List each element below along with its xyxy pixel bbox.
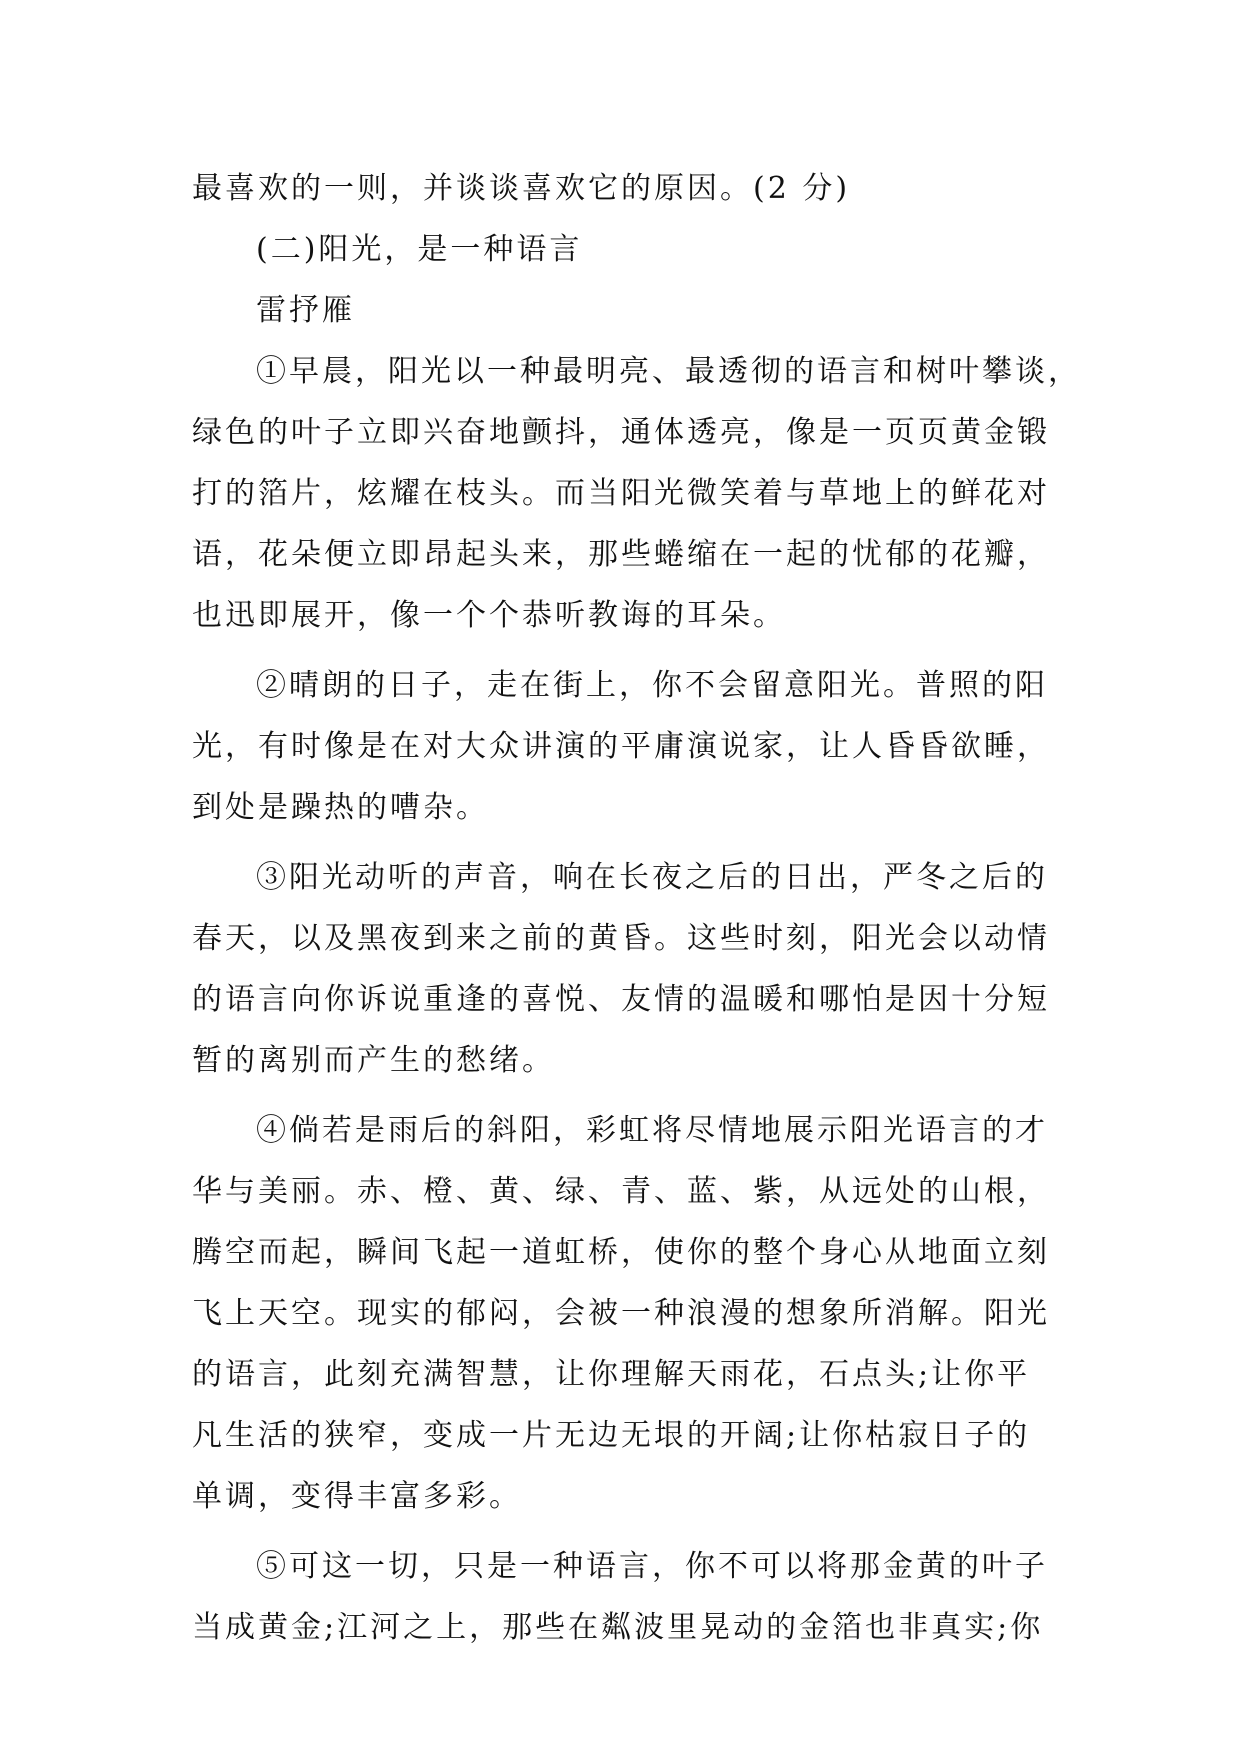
author-name: 雷抒雁 (256, 293, 355, 328)
paragraph-1-line: 打的箔片，炫耀在枝头。而当阳光微笑着与草地上的鲜花对 (192, 476, 1050, 511)
paragraph-3-line: 的语言向你诉说重逢的喜悦、友情的温暖和哪怕是因十分短 (192, 982, 1050, 1017)
section-title: (二)阳光，是一种语言 (256, 232, 583, 267)
paragraph-5-line: 当成黄金;江河之上，那些在粼波里晃动的金箔也非真实;你 (192, 1610, 1044, 1645)
paragraph-3-line: ③阳光动听的声音，响在长夜之后的日出，严冬之后的 (256, 860, 1048, 895)
paragraph-4-line: 的语言，此刻充满智慧，让你理解天雨花，石点头;让你平 (192, 1357, 1031, 1392)
paragraph-gap (192, 1091, 1060, 1100)
paragraph-1-line: 绿色的叶子立即兴奋地颤抖，通体透亮，像是一页页黄金锻 (192, 415, 1050, 450)
text-line: 最喜欢的一则，并谈谈喜欢它的原因。(2 分) (192, 171, 851, 206)
paragraph-4-line: 飞上天空。现实的郁闷，会被一种浪漫的想象所消解。阳光 (192, 1296, 1050, 1331)
paragraph-4-line: ④倘若是雨后的斜阳，彩虹将尽情地展示阳光语言的才 (256, 1113, 1048, 1148)
paragraph-4-line: 腾空而起，瞬间飞起一道虹桥，使你的整个身心从地面立刻 (192, 1235, 1050, 1270)
paragraph-3-line: 春天，以及黑夜到来之前的黄昏。这些时刻，阳光会以动情 (192, 921, 1050, 956)
paragraph-5-line: ⑤可这一切，只是一种语言，你不可以将那金黄的叶子 (256, 1549, 1048, 1584)
paragraph-1-line: ①早晨，阳光以一种最明亮、最透彻的语言和树叶攀谈， (256, 354, 1081, 389)
paragraph-2-line: 到处是躁热的嘈杂。 (192, 790, 489, 825)
paragraph-gap (192, 646, 1060, 655)
paragraph-4-line: 凡生活的狭窄，变成一片无边无垠的开阔;让你枯寂日子的 (192, 1418, 1031, 1453)
document-body (192, 158, 1081, 1658)
paragraph-1-line: 语，花朵便立即昂起头来，那些蜷缩在一起的忧郁的花瓣， (192, 537, 1050, 572)
paragraph-gap (192, 838, 1060, 847)
paragraph-gap (192, 1527, 1060, 1536)
paragraph-4-line: 华与美丽。赤、橙、黄、绿、青、蓝、紫，从远处的山根， (192, 1174, 1050, 1209)
paragraph-3-line: 暂的离别而产生的愁绪。 (192, 1043, 555, 1078)
paragraph-4-line: 单调，变得丰富多彩。 (192, 1479, 522, 1514)
paragraph-2-line: ②晴朗的日子，走在街上，你不会留意阳光。普照的阳 (256, 668, 1048, 703)
paragraph-2-line: 光，有时像是在对大众讲演的平庸演说家，让人昏昏欲睡， (192, 729, 1050, 764)
paragraph-1-line: 也迅即展开，像一个个恭听教诲的耳朵。 (192, 598, 786, 633)
